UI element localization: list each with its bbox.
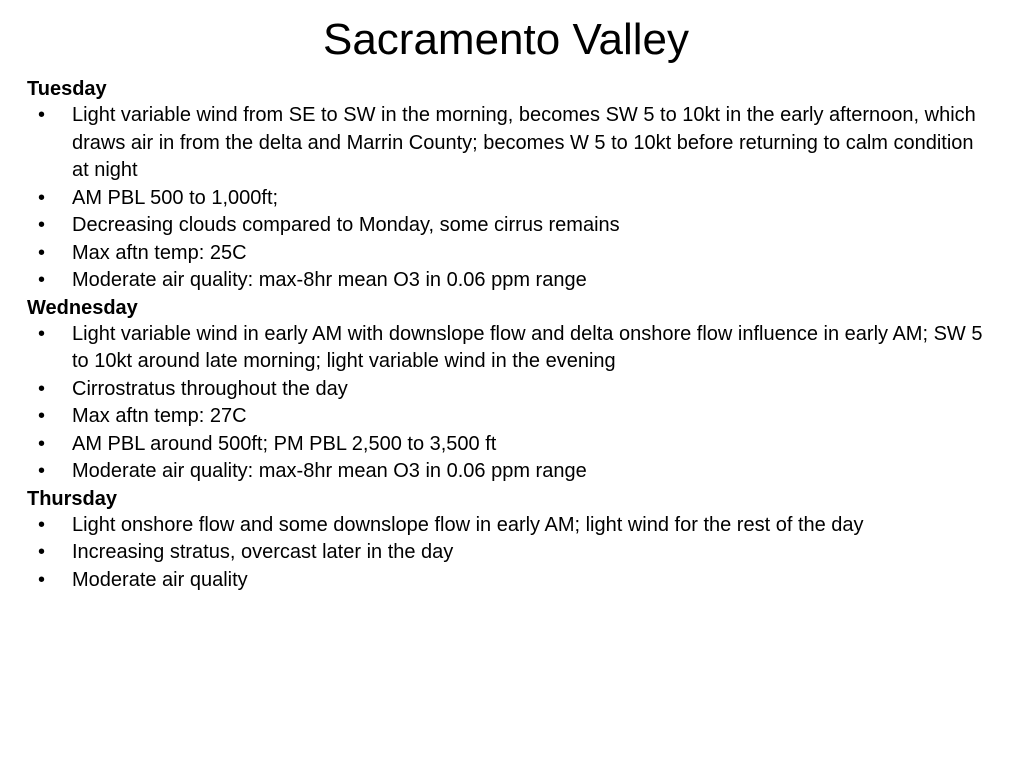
bullet-text: Moderate air quality: max-8hr mean O3 in 0.06 ppm range xyxy=(72,269,587,291)
bullet-item xyxy=(27,512,995,540)
bullet-icon: • xyxy=(38,104,46,126)
bullet-icon: • xyxy=(38,432,46,455)
bullet-item xyxy=(27,539,995,567)
bullet-text: Increasing stratus, overcast later in the day xyxy=(72,541,454,563)
bullet-icon: • xyxy=(38,568,46,591)
bullet-icon: • xyxy=(38,460,46,482)
bullet-text: Moderate air quality xyxy=(72,568,248,591)
bullet-text: Moderate air quality: max-8hr mean O3 in 0.06 ppm range xyxy=(72,460,587,482)
bullet-item xyxy=(27,185,995,213)
bullet-list xyxy=(27,512,995,595)
bullet-icon: • xyxy=(38,186,46,209)
bullet-item xyxy=(27,431,995,459)
bullet-icon: • xyxy=(38,269,46,291)
bullet-text: Light onshore flow and some downslope flow in early AM; light wind for the rest of the day xyxy=(72,513,864,536)
bullet-text: Light variable wind from SE to SW in the morning, becomes SW 5 to 10kt in the early afternoon, which draws air in from the delta and Marrin County; becomes W 5 to 10kt before returning to calm condition at night xyxy=(72,104,976,181)
bullet-text: Decreasing clouds compared to Monday, some cirrus remains xyxy=(72,214,620,236)
bullet-icon: • xyxy=(38,405,46,427)
bullet-icon: • xyxy=(38,541,46,563)
day-heading: Thursday xyxy=(27,487,118,510)
bullet-text: AM PBL 500 to 1,000ft; xyxy=(72,186,279,209)
bullet-item xyxy=(27,267,995,295)
day-section-tuesday xyxy=(27,76,995,295)
bullet-icon: • xyxy=(38,513,46,536)
day-heading: Wednesday xyxy=(27,296,138,319)
day-heading: Tuesday xyxy=(27,78,107,100)
bullet-item xyxy=(27,212,995,240)
slide-title: Sacramento Valley xyxy=(322,15,690,64)
day-section-thursday xyxy=(27,486,995,595)
bullet-text: AM PBL around 500ft; PM PBL 2,500 to 3,500 ft xyxy=(72,432,497,455)
bullet-text: Light variable wind in early AM with downslope flow and delta onshore flow influence in early AM; SW 5 to 10kt around late morning; light variable wind in the evening xyxy=(72,322,983,372)
slide-content xyxy=(27,76,995,594)
bullet-item xyxy=(27,376,995,404)
day-section-wednesday xyxy=(27,295,995,486)
bullet-item xyxy=(27,240,995,268)
bullet-icon: • xyxy=(38,214,46,236)
bullet-list xyxy=(27,321,995,486)
bullet-text: Max aftn temp: 27C xyxy=(72,405,247,427)
bullet-item xyxy=(27,567,995,595)
bullet-item xyxy=(27,321,995,376)
bullet-icon: • xyxy=(38,377,46,400)
bullet-list xyxy=(27,102,995,295)
bullet-item xyxy=(27,458,995,486)
bullet-item xyxy=(27,102,995,185)
bullet-text: Max aftn temp: 25C xyxy=(72,241,247,264)
bullet-text: Cirrostratus throughout the day xyxy=(72,377,348,400)
bullet-icon: • xyxy=(38,241,46,264)
bullet-item xyxy=(27,403,995,431)
bullet-icon: • xyxy=(38,322,46,345)
